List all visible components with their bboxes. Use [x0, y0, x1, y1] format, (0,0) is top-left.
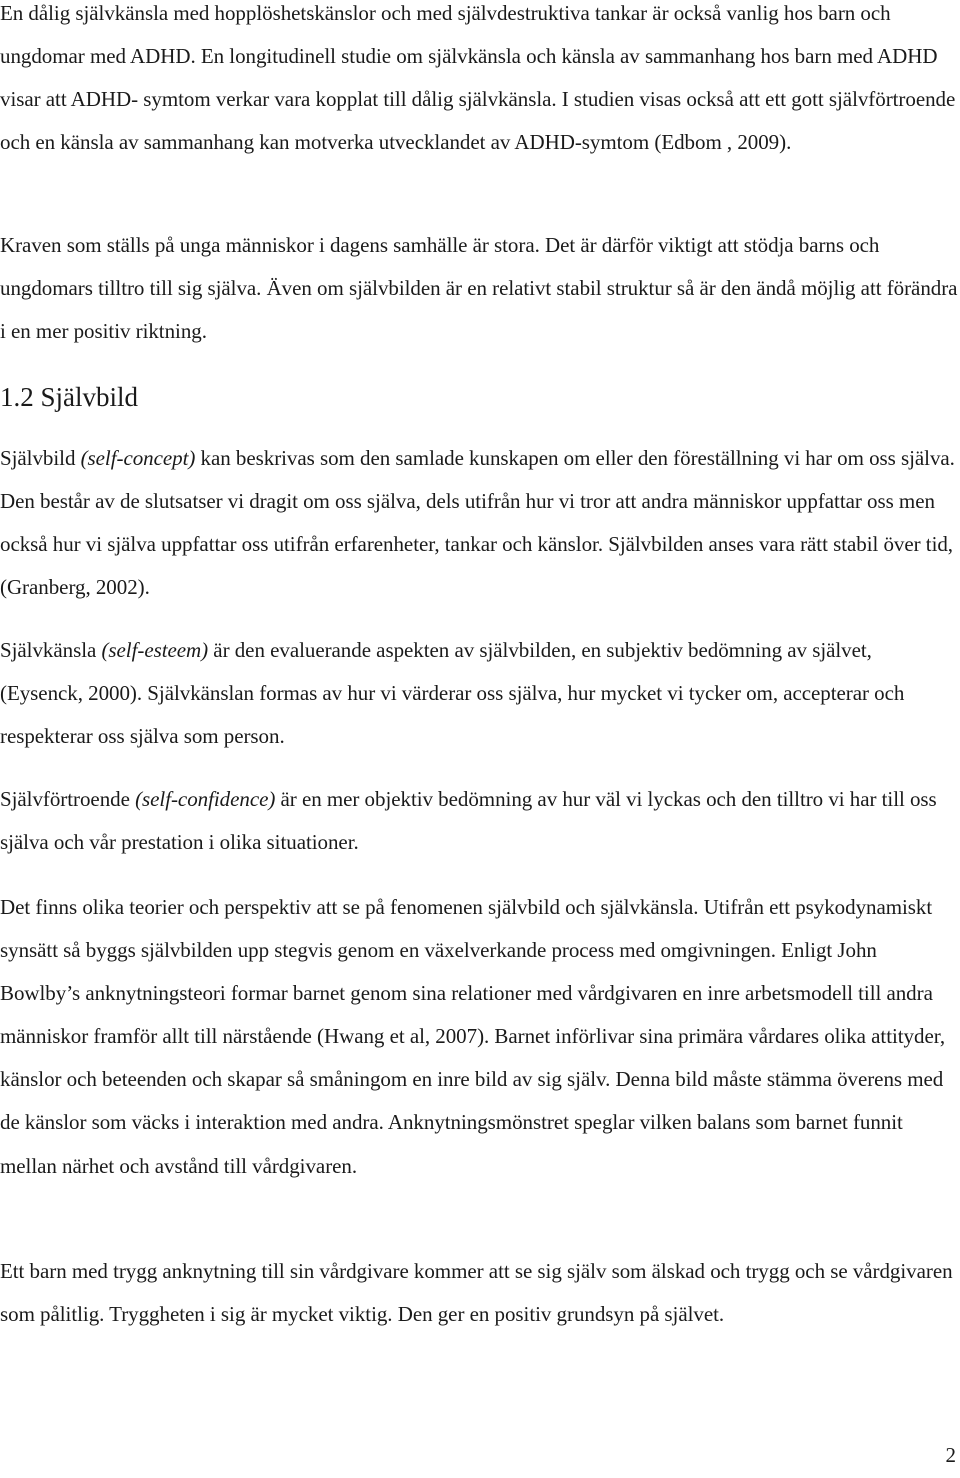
self-confidence-term: (self-confidence)	[135, 787, 276, 811]
self-concept-lead: Självbild	[0, 446, 81, 470]
paragraph-self-esteem	[0, 629, 958, 758]
self-concept-body: kan beskrivas som den samlade kunskapen om eller den föreställning vi har om oss själva. Den består av de slutsatser vi dragit om oss själva, dels utifrån hur vi tror att andra människor uppfattar oss men också hur vi själva uppfattar oss utifrån erfarenheter, tankar och känslor. Självbilden anses vara rätt stabil över tid, (Granberg, 2002).	[0, 446, 955, 600]
page-number: 2	[945, 1443, 956, 1467]
self-esteem-lead: Självkänsla	[0, 638, 102, 662]
paragraph-adhd-self-esteem: En dålig självkänsla med hopplöshetskänslor och med självdestruktiva tankar är också vanlig hos barn och ungdomar med ADHD. En longitudinell studie om självkänsla och känsla av sammanhang hos barn med ADHD visar att ADHD- symtom verkar vara kopplat till dålig självkänsla. I studien visas också att ett gott självförtroende och en känsla av sammanhang kan motverka utvecklandet av ADHD-symtom (Edbom , 2009).	[0, 1, 956, 155]
paragraph-self-confidence	[0, 778, 958, 864]
self-concept-term: (self-concept)	[80, 446, 196, 470]
paragraph-secure-attachment: Ett barn med trygg anknytning till sin vårdgivare kommer att se sig själv som älskad och trygg och se vårdgivaren som pålitlig. Tryggheten i sig är mycket viktig. Den ger en positiv grundsyn på självet.	[0, 1259, 953, 1327]
paragraph-demands-on-youth: Kraven som ställs på unga människor i dagens samhälle är stora. Det är därför viktigt att stödja barns och ungdomars tilltro till sig själva. Även om självbilden är en relativt stabil struktur så är den ändå möjlig att förändra i en mer positiv riktning.	[0, 233, 958, 344]
self-esteem-body: är den evaluerande aspekten av självbilden, en subjektiv bedömning av självet, (Eysenck, 2000). Självkänslan formas av hur vi värderar oss själva, hur mycket vi tycker om, accepterar och respekterar oss själva som person.	[0, 638, 905, 749]
paragraph-self-concept	[0, 437, 958, 609]
self-esteem-term: (self-esteem)	[101, 638, 209, 662]
self-confidence-body: är en mer objektiv bedömning av hur väl vi lyckas och den tilltro vi har till oss själva och vår prestation i olika situationer.	[0, 787, 937, 855]
paragraph-theories-attachment: Det finns olika teorier och perspektiv att se på fenomenen självbild och självkänsla. Utifrån ett psykodynamiskt synsätt så byggs självbilden upp stegvis genom en växelverkande process med omgivningen. Enligt John Bowlby’s anknytningsteori formar barnet genom sina relationer med vårdgivaren en inre arbetsmodell till andra människor framför allt till närstående (Hwang et al, 2007). Barnet införlivar sina primära vårdares olika attityder, känslor och beteenden och skapar så småningom en inre bild av sig själv. Denna bild måste stämma överens med de känslor som väcks i interaktion med andra. Anknytningsmönstret speglar vilken balans som barnet funnit mellan närhet och avstånd till vårdgivaren.	[0, 895, 946, 1178]
section-heading-self-image: 1.2 Självbild	[0, 382, 139, 412]
self-confidence-lead: Självförtroende	[0, 787, 136, 811]
